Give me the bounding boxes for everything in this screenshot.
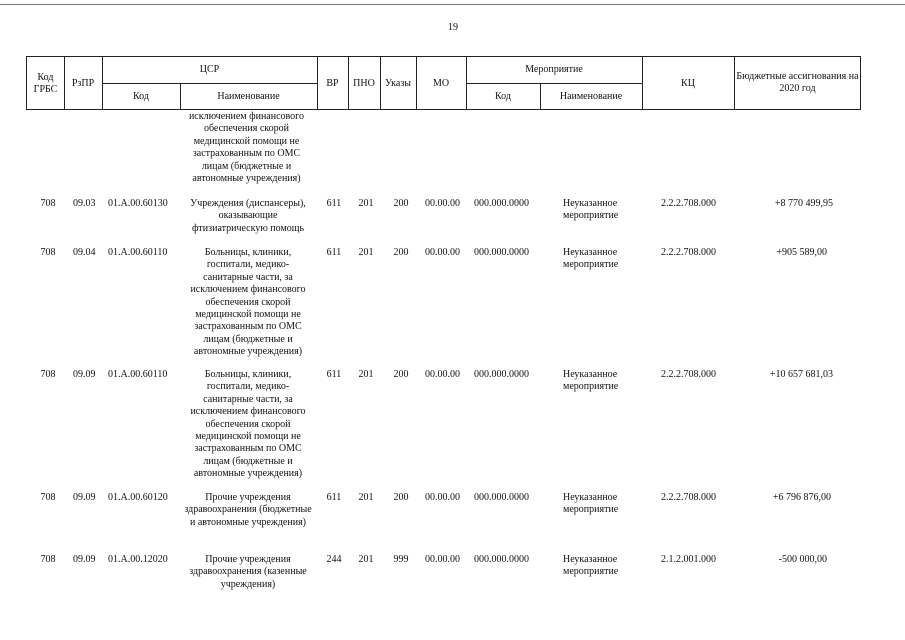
cell-grbs: 708 <box>40 554 56 565</box>
cell-name: Больницы, клиники, госпитали, медико-санитарные части, за исключением финансового обеспечения скорой медицинской помощи не застрахованным по ОМС лицам (бюджетные и автономные учреждения) <box>190 369 306 480</box>
cell-rzpr: 09.04 <box>73 247 96 258</box>
cell-pno: 201 <box>358 198 374 209</box>
cell-grbs: 708 <box>40 247 56 258</box>
cell-grbs: 708 <box>40 369 56 380</box>
cell-ukazy: 200 <box>393 369 409 380</box>
cell-pno: 201 <box>358 247 374 258</box>
cell-kc: 2.1.2.001.000 <box>661 554 716 565</box>
header-meropriyatie: Мероприятие <box>525 64 583 75</box>
cell-kc: 2.2.2.708.000 <box>661 369 716 380</box>
cell-csr: 01.А.00.60110 <box>108 247 168 258</box>
cell-amount: +6 796 876,00 <box>772 492 831 503</box>
cell-mo: 00.00.00 <box>425 247 460 258</box>
cell-ukazy: 200 <box>393 247 409 258</box>
cell-mo: 00.00.00 <box>425 554 460 565</box>
cell-mer-kod: 000.000.0000 <box>474 198 529 209</box>
cell-rzpr: 09.09 <box>73 369 96 380</box>
cell-csr: 01.А.00.60110 <box>108 369 168 380</box>
cell-vr: 611 <box>326 247 342 258</box>
header-csr-name: Наименование <box>217 91 280 102</box>
cell-name: Прочие учреждения здравоохранения (казенные учреждения) <box>189 554 307 590</box>
cell-mer-name: Неуказанное мероприятие <box>563 198 619 222</box>
cell-pno: 201 <box>358 369 374 380</box>
continuation-name: исключением финансового обеспечения скорой медицинской помощи не застрахованным по ОМС лицам (бюджетные и автономные учреждения) <box>188 111 305 185</box>
cell-pno: 201 <box>358 492 374 503</box>
cell-ukazy: 200 <box>393 198 409 209</box>
cell-vr: 611 <box>326 198 342 209</box>
cell-name: Больницы, клиники, госпитали, медико-санитарные части, за исключением финансового обеспечения скорой медицинской помощи не застрахованным по ОМС лицам (бюджетные и автономные учреждения) <box>190 247 306 358</box>
cell-mer-name: Неуказанное мероприятие <box>563 554 619 578</box>
cell-mer-name: Неуказанное мероприятие <box>563 369 619 393</box>
cell-csr: 01.А.00.60130 <box>108 198 168 209</box>
cell-rzpr: 09.09 <box>73 554 96 565</box>
cell-name: Учреждения (диспансеры), оказывающие фтизиатрическую помощь <box>190 198 306 234</box>
cell-mer-kod: 000.000.0000 <box>474 247 529 258</box>
header-kod-grbs: Код ГРБС <box>33 72 58 95</box>
header-csr: ЦСР <box>199 64 220 75</box>
cell-mer-kod: 000.000.0000 <box>474 554 529 565</box>
cell-mer-name: Неуказанное мероприятие <box>563 492 619 516</box>
cell-name: Прочие учреждения здравоохранения (бюджетные и автономные учреждения) <box>184 492 312 528</box>
cell-kc: 2.2.2.708.000 <box>661 492 716 503</box>
cell-mo: 00.00.00 <box>425 369 460 380</box>
cell-ukazy: 999 <box>393 554 409 565</box>
cell-amount: +905 589,00 <box>776 247 827 258</box>
header-ukazy: Указы <box>384 78 411 89</box>
cell-pno: 201 <box>358 554 374 565</box>
cell-kc: 2.2.2.708.000 <box>661 247 716 258</box>
cell-mo: 00.00.00 <box>425 492 460 503</box>
page-number: 19 <box>448 22 458 33</box>
cell-csr: 01.А.00.12020 <box>108 554 168 565</box>
header-csr-kod: Код <box>133 91 149 102</box>
cell-rzpr: 09.09 <box>73 492 96 503</box>
cell-rzpr: 09.03 <box>73 198 96 209</box>
cell-mer-kod: 000.000.0000 <box>474 369 529 380</box>
cell-vr: 244 <box>326 554 342 565</box>
cell-kc: 2.2.2.708.000 <box>661 198 716 209</box>
cell-mer-name: Неуказанное мероприятие <box>563 247 619 271</box>
header-budget: Бюджетные ассигнования на 2020 год <box>736 71 859 94</box>
header-pno: ПНО <box>353 78 375 89</box>
cell-mo: 00.00.00 <box>425 198 460 209</box>
header-kc: КЦ <box>681 78 695 89</box>
cell-grbs: 708 <box>40 198 56 209</box>
table-header <box>26 56 861 110</box>
cell-mer-kod: 000.000.0000 <box>474 492 529 503</box>
page-top-rule <box>0 4 905 5</box>
header-mo: МО <box>432 78 450 89</box>
header-mer-kod: Код <box>495 91 511 102</box>
cell-csr: 01.А.00.60120 <box>108 492 168 503</box>
cell-grbs: 708 <box>40 492 56 503</box>
cell-amount: +8 770 499,95 <box>774 198 833 209</box>
cell-vr: 611 <box>326 492 342 503</box>
header-rzpr: РзПР <box>71 78 95 89</box>
header-mer-name: Наименование <box>559 91 623 102</box>
header-vr: ВР <box>326 78 339 89</box>
cell-ukazy: 200 <box>393 492 409 503</box>
cell-amount: -500 000,00 <box>778 554 827 565</box>
cell-amount: +10 657 681,03 <box>769 369 833 380</box>
cell-vr: 611 <box>326 369 342 380</box>
